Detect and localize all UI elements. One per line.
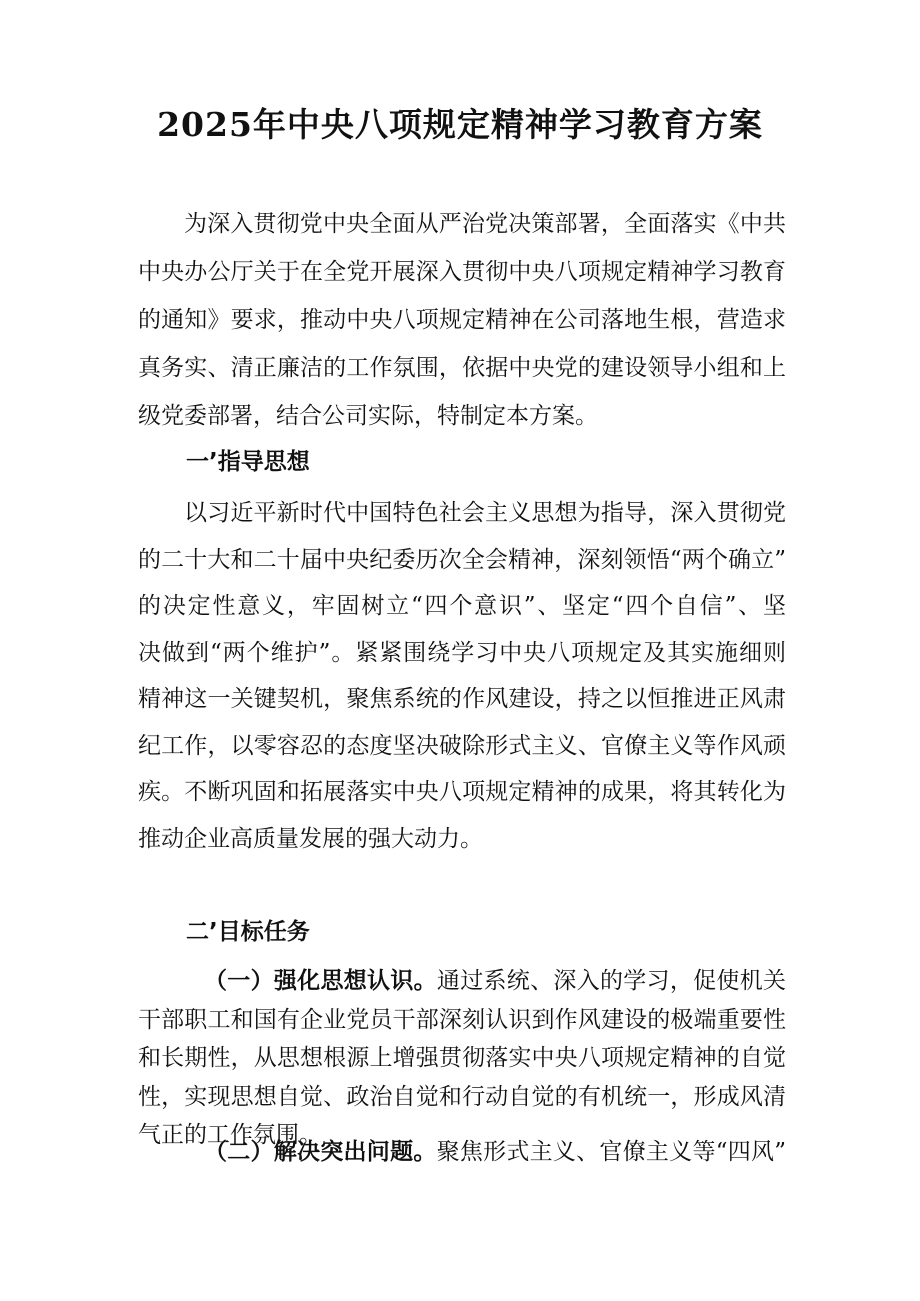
goal-item-2-paragraph <box>138 1132 786 1172</box>
intro-paragraph <box>138 200 786 440</box>
paragraph-line: 精神这一关键契机，聚焦系统的作风建设，持之以恒推进正风肃 <box>138 686 786 712</box>
paragraph-line: 干部职工和国有企业党员干部深刻认识到作风建设的极端重要性 <box>138 1006 786 1033</box>
goal-item-1-label: （一）强化思想认识。 <box>204 968 437 994</box>
goal-item-1-paragraph <box>138 962 786 1155</box>
paragraph-line: 纪工作，以零容忍的态度坚决破除形式主义、官僚主义等作风顽 <box>138 732 786 759</box>
paragraph-line <box>138 1132 786 1172</box>
paragraph-line: 和长期性，从思想根源上增强贯彻落实中央八项规定精神的自觉 <box>138 1045 786 1071</box>
paragraph-line: 决做到“两个维护”。紧紧围绕学习中央八项规定及其实施细则 <box>138 639 786 666</box>
paragraph-line: 气正的工作氛围。 <box>138 1122 322 1148</box>
paragraph-line: 级党委部署，结合公司实际，特制定本方案。 <box>138 403 598 429</box>
goal-item-1-text: 通过系统、深入的学习，促使机关 <box>436 968 787 994</box>
section-heading-guiding-ideology: 一’指导思想 <box>186 449 310 475</box>
paragraph-line <box>138 962 786 1001</box>
goal-item-2-text: 聚焦形式主义、官僚主义等“四风” <box>436 1139 786 1165</box>
paragraph-line: 性，实现思想自觉、政治自觉和行动自觉的有机统一，形成风清 <box>138 1083 786 1110</box>
paragraph-line: 为深入贯彻党中央全面从严治党决策部署，全面落实《中共 <box>184 211 786 237</box>
goal-item-2-label: （二）解决突出问题。 <box>204 1139 437 1165</box>
document-title: 2025年中央八项规定精神学习教育方案 <box>157 105 763 144</box>
paragraph-line: 中央办公厅关于在全党开展深入贯彻中央八项规定精神学习教育 <box>138 259 786 285</box>
guiding-ideology-paragraph <box>138 490 786 862</box>
paragraph-line: 以习近平新时代中国特色社会主义思想为指导，深入贯彻党 <box>184 500 786 526</box>
paragraph-line: 的二十大和二十届中央纪委历次全会精神，深刻领悟“两个确立” <box>138 546 786 573</box>
paragraph-line: 的通知》要求，推动中央八项规定精神在公司落地生根，营造求 <box>138 307 786 333</box>
paragraph-line: 疾。不断巩固和拓展落实中央八项规定精神的成果，将其转化为 <box>138 779 786 805</box>
paragraph-line: 推动企业高质量发展的强大动力。 <box>138 825 483 852</box>
paragraph-line: 真务实、清正廉洁的工作氛围，依据中央党的建设领导小组和上 <box>138 355 786 381</box>
paragraph-line: 的决定性意义，牢固树立“四个意识”、坚定“四个自信”、坚 <box>138 593 786 619</box>
section-heading-goals-tasks: 二’目标任务 <box>186 919 310 945</box>
